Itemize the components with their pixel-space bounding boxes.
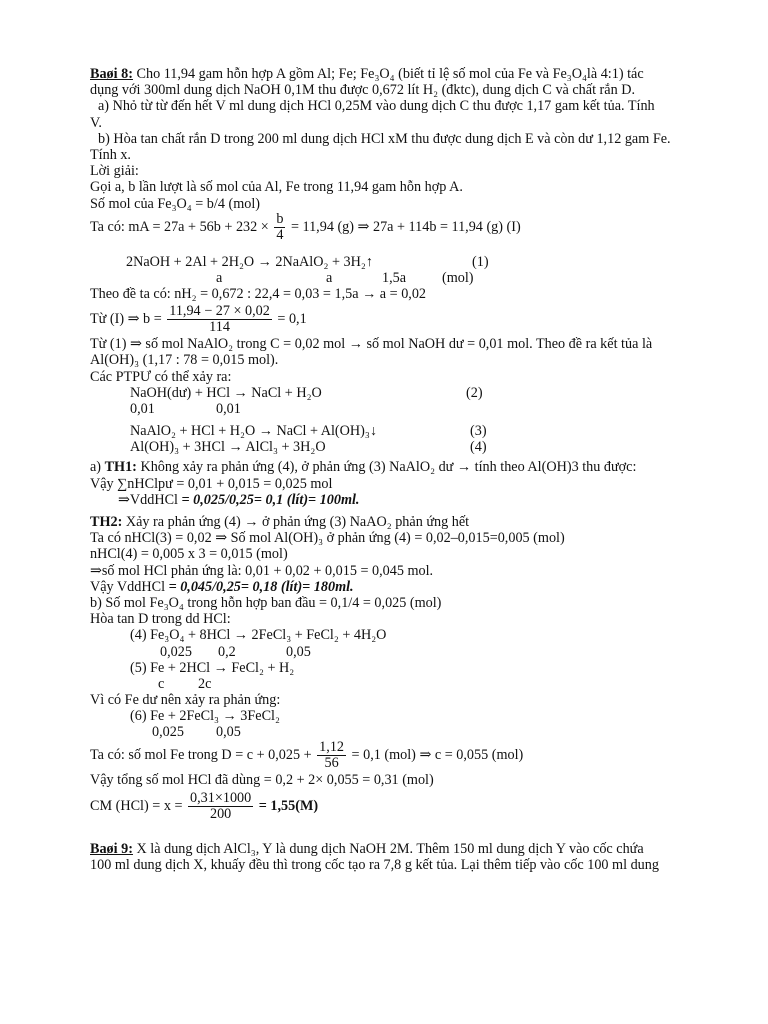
solution-line: Vì có Fe dư nên xảy ra phản ứng: — [90, 691, 281, 708]
question-a-line1: a) Nhỏ từ từ đến hết V ml dung dịch HCl 0,25M vào dung dịch C thu được 1,17 gam kết tủa. Tính — [98, 98, 655, 115]
reaction-7-coefficients: 0,025 0,05 — [152, 724, 241, 741]
solution-line: Vậy tổng số mol HCl đã dùng = 0,2 + 2× 0,055 = 0,31 (mol) — [90, 772, 434, 789]
reaction-1-coefficients: a a 1,5a (mol) — [216, 270, 474, 287]
solution-title: Lời giải: — [90, 163, 139, 180]
solution-line: Theo đề ta có: nH₂ = 0,672 : 22,4 = 0,03 = 1,5a → a = 0,02 — [90, 286, 427, 303]
solution-line: Ta có nHCl(3) = 0,02 ⇒ Số mol Al(OH)₃ ở phản ứng (4) = 0,02–0,015=0,005 (mol) — [90, 530, 565, 547]
fraction: $\frac{1,12}{56}$ — [319, 739, 344, 772]
concentration-equation: CM (HCl) = x = $\frac{0,31\times 1000}{200}$ = 1,55(M) — [90, 789, 319, 822]
reaction-5-coefficients: 0,025 0,2 0,05 — [160, 643, 311, 660]
reaction-6: (5) Fe + 2HCl → FeCl₂ + H₂ — [130, 659, 295, 676]
reaction-5: (4) Fe₃O₄ + 8HCl → 2FeCl₃ + FeCl₂ + 4H₂O — [130, 627, 387, 644]
solution-line: ⇒số mol HCl phản ứng là: 0,01 + 0,02 + 0,015 = 0,045 mol. — [90, 562, 434, 579]
question-b-line2: Tính x. — [90, 147, 131, 164]
reaction-4: Al(OH)₃ + 3HCl → AlCl₃ + 3H₂O (4) — [130, 439, 487, 456]
problem8-line1: Baøi 8: Cho 11,94 gam hỗn hợp A gồm Al; Fe; Fe₃O₄ (biết tỉ lệ số mol của Fe và Fe₃O₄là 4:1) tác — [90, 66, 644, 82]
solution-line: Gọi a, b lần lượt là số mol của Al, Fe trong 11,94 gam hỗn hợp A. — [90, 179, 463, 196]
problem9-line2: 100 ml dung dịch X, khuấy đều thì trong cốc tạo ra 7,8 g kết tủa. Lại thêm tiếp vào cốc 100 ml dung — [90, 856, 659, 873]
solution-line: b) Số mol Fe₃O₄ trong hỗn hợp ban đầu = 0,1/4 = 0,025 (mol) — [90, 595, 442, 612]
reaction-7: (6) Fe + 2FeCl₃ → 3FeCl₂ — [130, 708, 280, 725]
fraction: $\frac{0,31\times 1000}{200}$ — [190, 789, 252, 822]
iron-equation: Ta có: số mol Fe trong D = c + 0,025 + $\frac{1,12}{56}$ = 0,1 (mol) ⇒ c = 0,055 (mol) — [90, 739, 524, 772]
fraction: $\frac{11,94 - 27 \times 0,02}{114}$ — [169, 303, 270, 336]
case-1-heading: a) TH1: Không xảy ra phản ứng (4), ở phản ứng (3) NaAlO₂ dư → tính theo Al(OH)3 thu được: — [90, 459, 637, 476]
case-2-heading: TH2: Xảy ra phản ứng (4) → ở phản ứng (3) NaAO₂ phản ứng hết — [90, 514, 470, 531]
solution-line: Các PTPƯ có thể xảy ra: — [90, 368, 232, 385]
document-page — [90, 66, 714, 873]
case-2-volume: Vậy VddHCl = 0,045/0,25= 0,18 (lít)= 180ml. — [90, 578, 354, 595]
case-1-sum: Vậy ∑nHClpư = 0,01 + 0,015 = 0,025 mol — [90, 475, 333, 492]
reaction-3: NaAlO₂ + HCl + H₂O → NaCl + Al(OH)₃↓ (3) — [130, 423, 487, 440]
solution-line: Từ (1) ⇒ số mol NaAlO₂ trong C = 0,02 mol → số mol NaOH dư = 0,01 mol. Theo đề ra kết tủa là — [90, 336, 653, 353]
problem8-line2: dụng với 300ml dung dịch NaOH 0,1M thu được 0,672 lít H₂ (đktc), dung dịch C và chất rắn D. — [90, 82, 636, 99]
case-1-volume: ⇒VddHCl = 0,025/0,25= 0,1 (lít)= 100ml. — [118, 491, 360, 508]
problem9-label: Baøi 9: — [90, 840, 133, 857]
mass-equation: Ta có: mA = 27a + 56b + 232 × $\frac{b}{4}$ = 11,94 (g) ⇒ 27a + 114b = 11,94 (g) (I) — [90, 210, 521, 243]
reaction-2-coefficients: 0,01 0,01 — [130, 401, 241, 418]
reaction-1: 2NaOH + 2Al + 2H₂O → 2NaAlO₂ + 3H₂↑ (1) — [126, 253, 489, 270]
problem9-line1: Baøi 9: X là dung dịch AlCl₃, Y là dung dịch NaOH 2M. Thêm 150 ml dung dịch Y vào cốc chứa — [90, 840, 644, 857]
solution-line: nHCl(4) = 0,005 x 3 = 0,015 (mol) — [90, 546, 288, 563]
b-equation: Từ (I) ⇒ b = $\frac{11,94 - 27 \times 0,02}{114}$ = 0,1 — [90, 303, 307, 336]
solution-line: Số mol của Fe₃O₄ = b/4 (mol) — [90, 195, 261, 212]
solution-line: Hòa tan D trong dd HCl: — [90, 611, 231, 628]
question-b-line1: b) Hòa tan chất rắn D trong 200 ml dung dịch HCl xM thu được dung dịch E và còn dư 1,12 gam Fe. — [98, 130, 671, 147]
fraction: $\frac{b}{4}$ — [276, 210, 284, 243]
reaction-6-coefficients: c 2c — [158, 675, 212, 692]
solution-line: Al(OH)₃ (1,17 : 78 = 0,015 mol). — [90, 352, 279, 369]
problem8-label: Baøi 8: — [90, 66, 133, 82]
reaction-2: NaOH(dư) + HCl → NaCl + H₂O (2) — [130, 384, 483, 401]
question-a-line2: V. — [90, 114, 102, 131]
